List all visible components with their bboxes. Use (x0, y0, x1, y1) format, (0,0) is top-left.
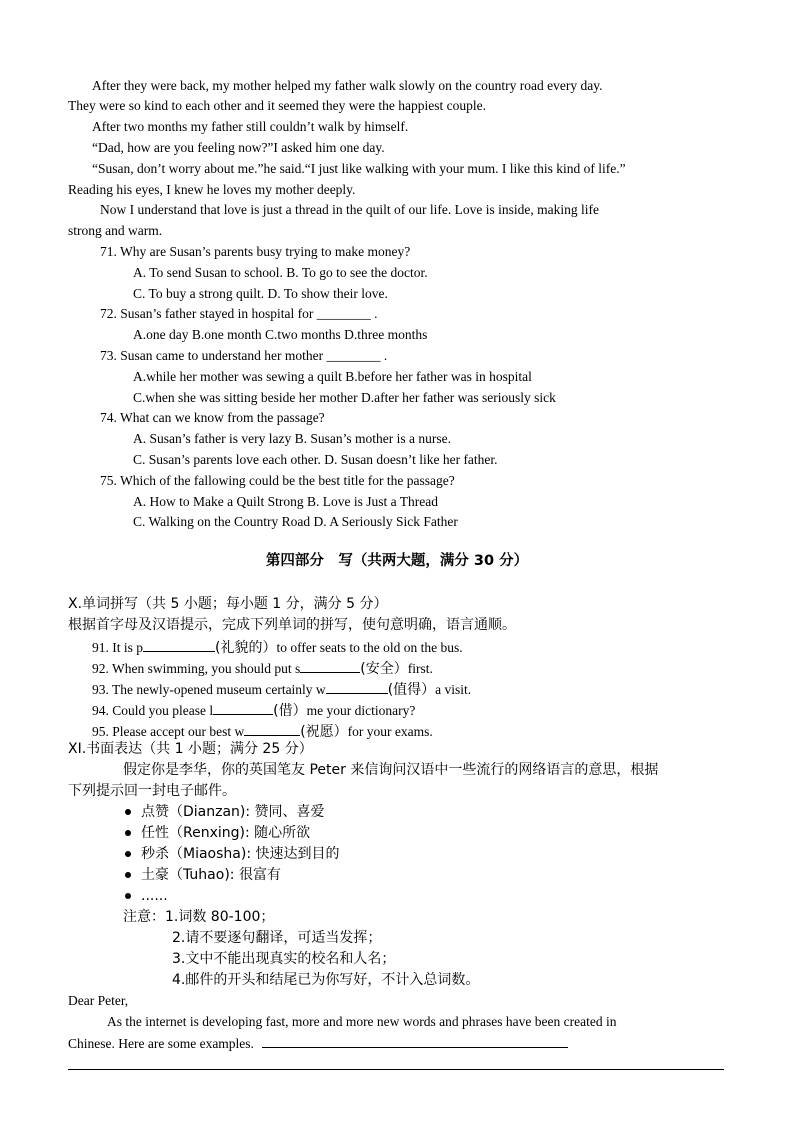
bullet-icon (125, 851, 131, 857)
question-73-options-cd: C.when she was sitting beside her mother D.after her father was seriously sick (133, 390, 556, 405)
spelling-item-93 (92, 680, 471, 698)
section-11-title: XI.书面表达（共 1 小题；满分 25 分） (68, 741, 313, 757)
letter-salutation: Dear Peter, (68, 993, 129, 1008)
writing-prompt: 下列提示回一封电子邮件。 (68, 783, 236, 799)
item-text: a visit. (435, 682, 472, 697)
spelling-item-94 (92, 701, 415, 719)
bullet-text: 土豪（Tuhao): 很富有 (141, 867, 281, 883)
chinese-hint: (借） (273, 703, 307, 719)
answer-blank[interactable] (143, 638, 215, 652)
question-71: 71. Why are Susan’s parents busy trying to make money? (100, 244, 411, 259)
passage-line: “Dad, how are you feeling now?”I asked him one day. (92, 140, 385, 155)
notes-label: 注意： (123, 909, 165, 925)
question-74: 74. What can we know from the passage? (100, 410, 325, 425)
spelling-item-95 (92, 722, 433, 740)
bullet-icon (125, 872, 131, 878)
question-72: 72. Susan’s father stayed in hospital for ________ . (100, 306, 378, 321)
question-71-options-ab: A. To send Susan to school. B. To go to see the doctor. (133, 265, 428, 280)
item-text: 93. The newly-opened museum certainly w (92, 682, 326, 697)
item-text: 92. When swimming, you should put s (92, 661, 301, 676)
note-item: 4.邮件的开头和结尾已为你写好，不计入总词数。 (172, 972, 480, 988)
spelling-item-92 (92, 659, 433, 677)
question-75-options-cd: C. Walking on the Country Road D. A Seriously Sick Father (133, 514, 458, 529)
bullet-text: ...... (141, 888, 168, 904)
bullet-text: 任性（Renxing): 随心所欲 (141, 825, 311, 841)
bullet-text: 秒杀（Miaosha): 快速达到目的 (141, 846, 340, 862)
question-74-options-ab: A. Susan’s father is very lazy B. Susan’s mother is a nurse. (133, 431, 451, 446)
question-73: 73. Susan came to understand her mother ________ . (100, 348, 388, 363)
question-74-options-cd: C. Susan’s parents love each other. D. Susan doesn’t like her father. (133, 452, 498, 467)
item-text: 94. Could you please l (92, 703, 214, 718)
question-72-options: A.one day B.one month C.two months D.three months (133, 327, 428, 342)
bullet-item (125, 846, 340, 862)
bullet-icon (125, 809, 131, 815)
letter-line (68, 1034, 568, 1052)
passage-line: strong and warm. (68, 223, 163, 238)
chinese-hint: (祝愿） (300, 724, 348, 740)
writing-line[interactable] (68, 1069, 724, 1070)
chinese-hint: (值得） (387, 682, 436, 698)
bullet-item (125, 825, 310, 841)
item-text: first. (407, 661, 433, 676)
spelling-item-91 (92, 638, 463, 656)
passage-line: Now I understand that love is just a thread in the quilt of our life. Love is inside, making life (100, 202, 600, 217)
answer-blank[interactable] (300, 659, 360, 673)
bullet-icon (125, 830, 131, 836)
chinese-hint: (安全） (360, 661, 408, 677)
bullet-item (125, 888, 168, 904)
answer-blank[interactable] (244, 722, 300, 736)
chinese-hint: (礼貌的） (215, 640, 277, 656)
part4-heading: 第四部分 写（共两大题，满分 30 分） (265, 553, 529, 569)
question-75: 75. Which of the fallowing could be the best title for the passage? (100, 473, 455, 488)
writing-prompt: 假定你是李华，你的英国笔友 Peter 来信询问汉语中一些流行的网络语言的意思，根据 (123, 762, 659, 778)
passage-line: Reading his eyes, I knew he loves my mother deeply. (68, 182, 356, 197)
passage-line: After two months my father still couldn’t walk by himself. (92, 119, 409, 134)
bullet-icon (125, 893, 131, 899)
passage-line: “Susan, don’t worry about me.”he said.“I just like walking with your mum. I like this kind of life.” (92, 161, 626, 176)
question-73-options-ab: A.while her mother was sewing a quilt B.before her father was in hospital (133, 369, 532, 384)
item-text: 95. Please accept our best w (92, 724, 245, 739)
letter-line: As the internet is developing fast, more and more new words and phrases have been created in (107, 1014, 617, 1029)
item-text: for your exams. (347, 724, 433, 739)
bullet-item (125, 804, 325, 820)
letter-text: Chinese. Here are some examples. (68, 1036, 254, 1051)
answer-blank[interactable] (326, 680, 388, 694)
section-10-title: X.单词拼写（共 5 小题；每小题 1 分，满分 5 分） (68, 596, 388, 612)
bullet-item (125, 867, 281, 883)
question-75-options-ab: A. How to Make a Quilt Strong B. Love is Just a Thread (133, 494, 438, 509)
bullet-text: 点赞（Dianzan): 赞同、喜爱 (141, 804, 325, 820)
writing-blank[interactable] (262, 1034, 568, 1048)
notes (123, 909, 274, 925)
answer-blank[interactable] (213, 701, 273, 715)
item-text: me your dictionary? (306, 703, 416, 718)
item-text: 91. It is p (92, 640, 144, 655)
item-text: to offer seats to the old on the bus. (276, 640, 463, 655)
note-item: 1.词数 80-100； (165, 909, 275, 925)
note-item: 3.文中不能出现真实的校名和人名； (172, 951, 396, 967)
passage-line: They were so kind to each other and it seemed they were the happiest couple. (68, 98, 486, 113)
note-item: 2.请不要逐句翻译，可适当发挥； (172, 930, 382, 946)
question-71-options-cd: C. To buy a strong quilt. D. To show their love. (133, 286, 388, 301)
passage-line: After they were back, my mother helped my father walk slowly on the country road every day. (92, 78, 603, 93)
section-10-instructions: 根据首字母及汉语提示，完成下列单词的拼写，使句意明确，语言通顺。 (68, 617, 516, 633)
